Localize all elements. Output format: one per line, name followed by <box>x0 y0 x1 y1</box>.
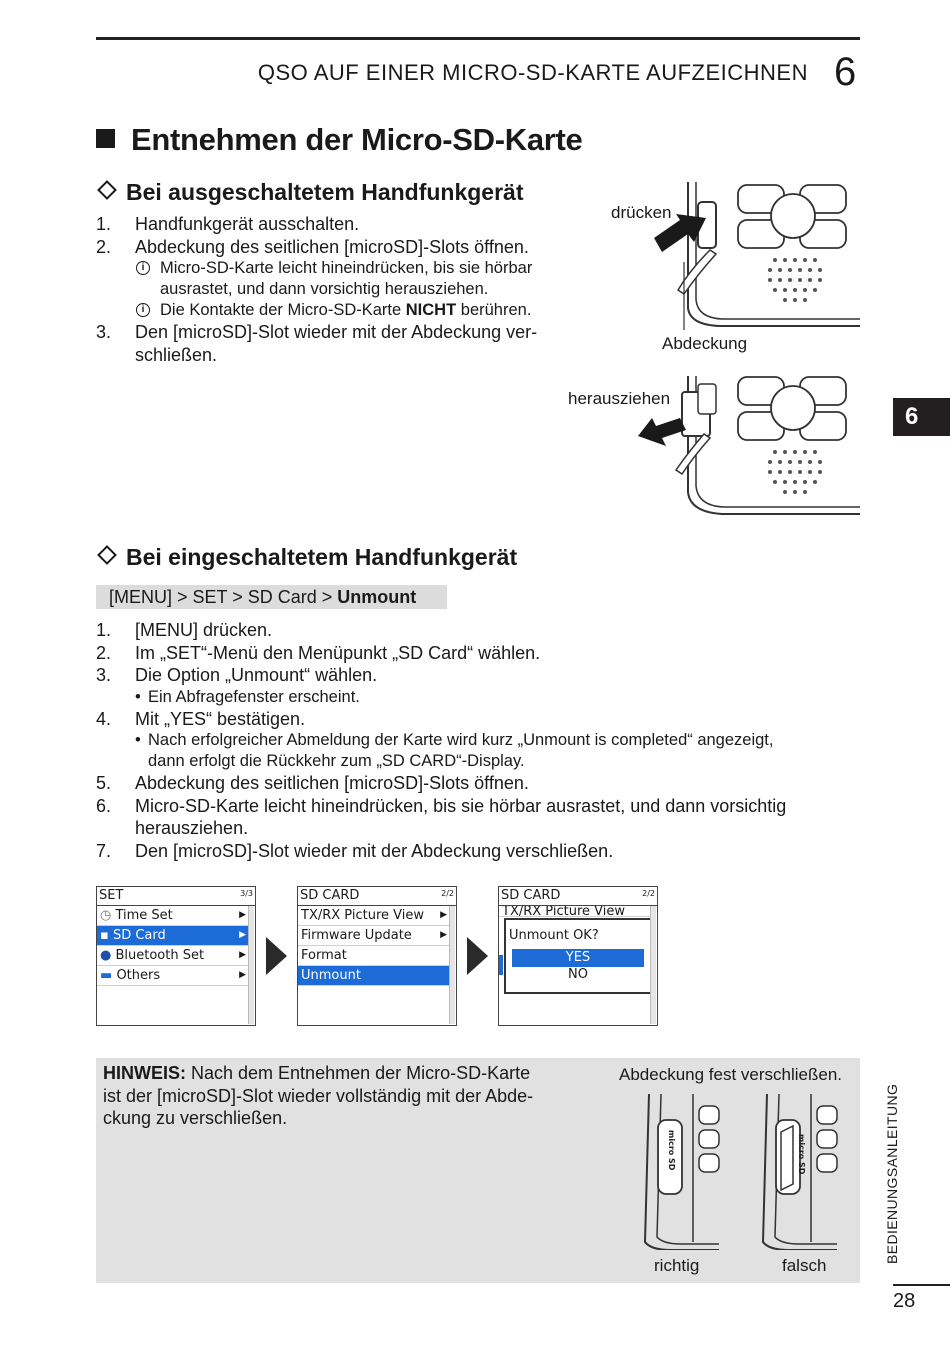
chapter-tab[interactable]: 6 <box>893 398 950 436</box>
menu-item-picture-view: TX/RX Picture View <box>499 906 650 917</box>
confirm-dialog <box>504 918 652 994</box>
label-correct: richtig <box>654 1256 700 1275</box>
steps-on <box>96 619 866 862</box>
menu-item-sd-card[interactable]: ▪ SD Card ▶ <box>97 926 248 946</box>
screen-sd-card-menu <box>297 886 457 1026</box>
menu-path: [MENU] > SET > SD Card > Unmount <box>96 585 447 609</box>
diamond-icon <box>97 180 117 200</box>
chevron-right-icon: ▶ <box>239 910 246 920</box>
others-icon: ▬ <box>100 968 113 983</box>
cover-open-wrong-illustration <box>759 1092 839 1250</box>
note-item: i Die Kontakte der Micro-SD-Karte NICHT berühren. <box>96 300 581 321</box>
chevron-right-icon: ▶ <box>239 930 246 940</box>
menu-item-picture-view[interactable]: TX/RX Picture View ▶ <box>298 906 449 926</box>
list-item: 5. Abdeckung des seitlichen [microSD]-Slots öffnen. <box>96 773 529 793</box>
manual-name: BEDIENUNGSANLEITUNG <box>884 1083 900 1264</box>
menu-item-format[interactable]: Format <box>298 946 449 966</box>
sd-card-icon: ▪ <box>100 928 109 943</box>
list-item: 6. Micro-SD-Karte leicht hineindrücken, bis sie hörbar ausrastet, und dann vorsichtig herausziehen. <box>96 795 787 838</box>
list-item: 7. Den [microSD]-Slot wieder mit der Abdeckung verschließen. <box>96 840 614 861</box>
chapter-title: QSO AUF EINER MICRO-SD-KARTE AUFZEICHNEN <box>257 60 808 85</box>
svg-text:micro SD: micro SD <box>797 1134 806 1175</box>
chevron-right-icon: ▶ <box>440 910 447 920</box>
menu-item-others[interactable]: ▬ Others ▶ <box>97 966 248 986</box>
dialog-message: Unmount OK? <box>509 928 599 943</box>
menu-item-time-set[interactable]: ◷ Time Set ▶ <box>97 906 248 926</box>
clock-icon: ◷ <box>100 908 112 923</box>
info-icon: i <box>136 303 150 317</box>
chevron-right-icon: ▶ <box>239 950 246 960</box>
note-figure-caption: Abdeckung fest verschließen. <box>619 1065 843 1084</box>
arrow-right-icon <box>266 937 287 975</box>
note-box <box>96 1058 860 1283</box>
diamond-icon <box>97 545 117 565</box>
subsection-title-on: Bei eingeschaltetem Handfunkgerät <box>96 544 517 571</box>
bullet-item: • Ein Abfragefenster erscheint. <box>135 687 360 706</box>
list-item: 3. Die Option „Unmount“ wählen. <box>96 665 378 685</box>
note-item: i Micro-SD-Karte leicht hineindrücken, bis sie hörbar ausrastet, und dann vorsichtig herausziehen. <box>96 258 581 300</box>
label-wrong: falsch <box>782 1256 827 1275</box>
header-rule <box>96 37 860 40</box>
menu-item-bluetooth-set[interactable]: ● Bluetooth Set ▶ <box>97 946 248 966</box>
screen-unmount-dialog <box>498 886 658 1026</box>
micro-sd-logo: micro SD <box>667 1130 676 1171</box>
square-bullet-icon <box>96 129 115 148</box>
label-cover: Abdeckung <box>662 334 748 353</box>
subsection-title-off: Bei ausgeschaltetem Handfunkgerät <box>96 179 524 206</box>
menu-item-unmount[interactable]: Unmount <box>298 966 449 986</box>
label-push: drücken <box>611 203 672 222</box>
list-item: 3. Den [microSD]-Slot wieder mit der Abdeckung ver- schließen. <box>96 322 538 365</box>
scrollbar[interactable] <box>248 906 254 1024</box>
steps-off <box>96 213 581 366</box>
chevron-right-icon: ▶ <box>239 970 246 980</box>
list-item: 1. Handfunkgerät ausschalten. <box>96 214 360 234</box>
screen-header: SD CARD 2/2 <box>499 887 657 906</box>
bluetooth-icon: ● <box>100 948 112 963</box>
bullet-item: • Nach erfolgreicher Abmeldung der Karte wird kurz „Unmount is completed“ angezeigt, dann erfolgt die Rückkehr zum „SD CARD“-Display. <box>135 731 774 770</box>
cover-closed-correct-illustration <box>641 1092 721 1250</box>
scrollbar[interactable] <box>650 906 656 1024</box>
no-option[interactable]: NO <box>568 967 588 982</box>
list-item: 4. Mit „YES“ bestätigen. <box>96 708 306 729</box>
screen-header: SET 3/3 <box>97 887 255 906</box>
arrow-right-icon <box>467 937 488 975</box>
radio-push-illustration <box>650 180 860 330</box>
label-pull: herausziehen <box>568 389 671 408</box>
chapter-number: 6 <box>834 50 857 94</box>
page-rule <box>893 1284 950 1286</box>
page-number: 28 <box>893 1290 916 1312</box>
yes-option[interactable]: YES <box>512 949 644 967</box>
note-text: HINWEIS: Nach dem Entnehmen der Micro-SD-Karte ist der [microSD]-Slot wieder vollständig mit der Abde- ckung zu verschließen. <box>103 1063 534 1128</box>
list-item: 1. [MENU] drücken. <box>96 620 273 640</box>
list-item: 2. Im „SET“-Menü den Menüpunkt „SD Card“ wählen. <box>96 642 541 663</box>
chevron-right-icon: ▶ <box>440 930 447 940</box>
screen-header: SD CARD 2/2 <box>298 887 456 906</box>
list-item: 2. Abdeckung des seitlichen [microSD]-Slots öffnen. <box>96 236 529 257</box>
screen-set-menu <box>96 886 256 1026</box>
scrollbar[interactable] <box>449 906 455 1024</box>
section-title <box>96 122 583 158</box>
menu-item-firmware-update[interactable]: Firmware Update ▶ <box>298 926 449 946</box>
selected-row-edge <box>499 955 503 975</box>
section-title-text: Entnehmen der Micro-SD-Karte <box>131 122 583 157</box>
info-icon: i <box>136 261 150 275</box>
radio-pull-illustration <box>630 374 860 516</box>
